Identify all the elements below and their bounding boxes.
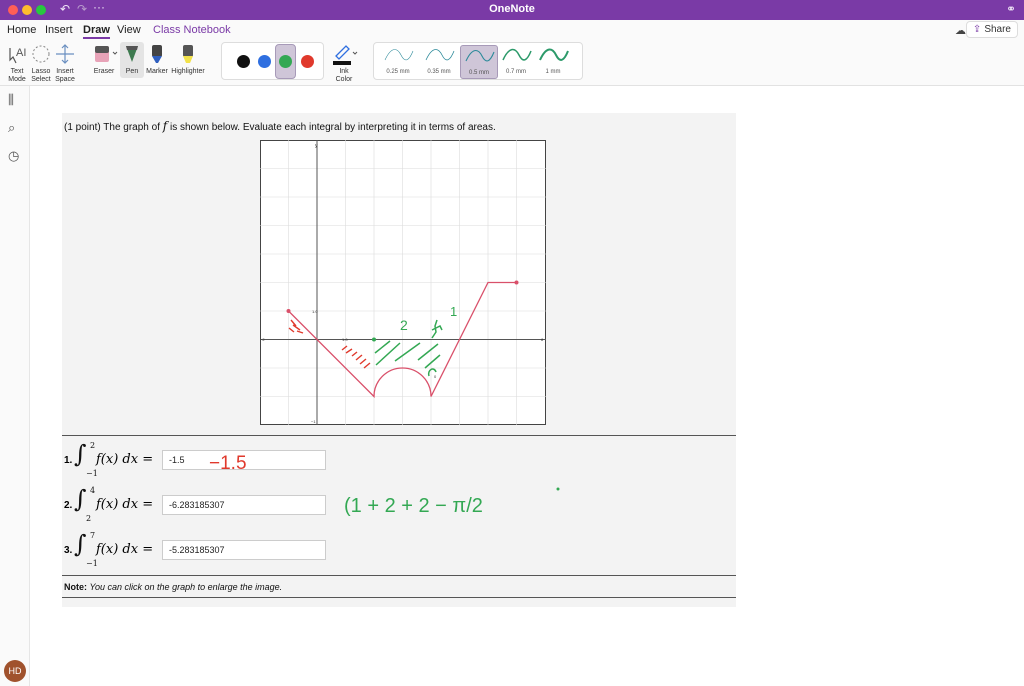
problem-block <box>62 113 736 607</box>
integrand: f(x) dx = <box>96 497 154 512</box>
highlighter-button[interactable] <box>170 42 206 76</box>
notebooks-icon[interactable]: ⫼ <box>8 92 14 107</box>
stroke-preview-icon <box>379 45 417 67</box>
note-label: Note: <box>64 582 87 592</box>
color-blue[interactable] <box>258 55 271 68</box>
tick-label-x-left: −2 <box>260 337 265 342</box>
handwritten-one: 1 <box>450 304 458 319</box>
divider-bottom <box>62 597 736 598</box>
share-button[interactable] <box>966 21 1018 38</box>
color-green[interactable] <box>279 55 292 68</box>
handwritten-expression-text: (1 + 2 + 2 − π/2 <box>344 495 483 517</box>
note <box>64 582 282 592</box>
pen-label: Pen <box>125 68 139 75</box>
insert-space-icon <box>54 42 76 66</box>
stroke-preview-icon <box>497 45 535 67</box>
tab-class-notebook[interactable]: Class Notebook <box>153 24 231 36</box>
marker-button[interactable] <box>146 42 168 76</box>
green-ink-dot <box>372 338 376 342</box>
text-mode-label-2: Mode <box>8 76 26 83</box>
problem-points: (1 point) The graph of <box>64 122 160 133</box>
answer-input-3[interactable] <box>162 540 326 560</box>
tick-label-zero: 0 <box>434 374 437 379</box>
tab-draw[interactable]: Draw <box>83 24 110 36</box>
upper-limit: 2 <box>90 441 96 450</box>
pen-icon <box>120 42 144 66</box>
insert-space-label-1: Insert <box>56 68 74 75</box>
share-link-icon[interactable]: ⚭ <box>1006 2 1017 16</box>
recent-icon[interactable]: ◷ <box>8 148 20 163</box>
question-1 <box>64 440 334 478</box>
draw-ribbon <box>0 40 1024 86</box>
upper-limit: 4 <box>90 486 96 495</box>
lasso-label-1: Lasso <box>31 68 51 75</box>
lasso-select-button[interactable] <box>30 42 52 84</box>
integral-sign-icon: ∫ <box>74 485 87 513</box>
curve-endpoint-start <box>287 309 291 313</box>
eraser-label: Eraser <box>93 68 115 75</box>
upper-limit: 7 <box>90 531 96 540</box>
thickness-label: 0.5 mm <box>468 70 489 76</box>
integrand: f(x) dx = <box>96 452 154 467</box>
thickness-0-7[interactable] <box>497 45 535 79</box>
undo-icon[interactable]: ↶ <box>60 2 71 16</box>
svg-text:AI: AI <box>16 47 27 59</box>
left-sidebar <box>0 86 30 686</box>
avatar[interactable]: HD <box>4 660 26 682</box>
ellipsis-icon[interactable]: ··· <box>93 0 105 14</box>
stroke-preview-icon <box>461 46 497 68</box>
tab-view[interactable]: View <box>117 24 141 36</box>
tick-label-y-neg1: −1 <box>311 419 316 424</box>
pen-button[interactable] <box>120 42 144 78</box>
ink-color-label-1: Ink <box>339 68 349 75</box>
text-mode-label-1: Text <box>10 68 24 75</box>
sync-status-icon[interactable]: ☁ <box>955 25 966 37</box>
thickness-label: 1 mm <box>545 69 561 75</box>
function-graph[interactable] <box>260 140 546 425</box>
thickness-label: 0.35 mm <box>427 69 451 75</box>
tab-insert[interactable]: Insert <box>45 24 73 36</box>
insert-space-button[interactable] <box>54 42 76 84</box>
thickness-0-5[interactable] <box>460 45 498 79</box>
problem-statement <box>64 119 496 133</box>
menu-bar <box>0 20 1024 40</box>
color-palette <box>221 42 324 80</box>
search-icon[interactable]: ⌕ <box>8 120 16 135</box>
note-text[interactable]: You can click on the graph to enlarge the image. <box>89 582 283 592</box>
lasso-icon <box>30 42 52 66</box>
thickness-0-25[interactable] <box>379 45 417 79</box>
ink-color-icon <box>330 42 358 66</box>
divider-middle <box>62 575 736 576</box>
insert-space-label-2: Space <box>55 76 75 83</box>
problem-instructions: is shown below. Evaluate each integral by interpreting it in terms of areas. <box>170 122 496 133</box>
marker-label: Marker <box>146 68 168 75</box>
thickness-palette <box>373 42 583 80</box>
redo-icon[interactable]: ↷ <box>77 2 88 16</box>
function-name: f <box>162 119 168 133</box>
curve-endpoint-end <box>515 281 519 285</box>
share-label: Share <box>984 24 1011 35</box>
question-3 <box>64 530 334 568</box>
handwritten-answer-1-text: −1.5 <box>209 453 247 474</box>
answer-input-1[interactable] <box>162 450 326 470</box>
ink-color-button[interactable] <box>330 42 358 84</box>
tick-label-x-1: 1.0 <box>342 337 348 342</box>
tick-label-y-1: 1.0 <box>312 309 318 314</box>
thickness-1[interactable] <box>534 45 572 79</box>
highlighter-label: Highlighter <box>171 68 205 75</box>
text-mode-button[interactable] <box>6 42 28 84</box>
color-black[interactable] <box>237 55 250 68</box>
tick-label-x-right: 8 <box>541 337 544 342</box>
ink-color-label-2: Color <box>335 76 353 83</box>
integrand: f(x) dx = <box>96 542 154 557</box>
thickness-label: 0.25 mm <box>386 69 410 75</box>
stroke-preview-icon <box>534 45 572 67</box>
lasso-label-2: Select <box>31 76 51 83</box>
highlighter-icon <box>170 42 206 66</box>
answer-input-2[interactable] <box>162 495 326 515</box>
handwritten-two: 2 <box>400 317 408 333</box>
lower-limit: −1 <box>86 469 98 478</box>
y-axis-label: y <box>315 143 318 149</box>
title-bar <box>0 0 1024 20</box>
stroke-preview-icon <box>420 45 458 67</box>
question-number: 3. <box>64 545 73 556</box>
divider-top <box>62 435 736 436</box>
question-number: 2. <box>64 500 73 511</box>
share-icon: ⇪ <box>972 24 982 35</box>
thickness-label: 0.7 mm <box>505 69 526 75</box>
app-title: OneNote <box>489 3 535 15</box>
integral-sign-icon: ∫ <box>74 530 87 558</box>
text-mode-icon <box>6 42 28 66</box>
question-number: 1. <box>64 455 73 466</box>
thickness-0-35[interactable] <box>420 45 458 79</box>
marker-icon <box>146 42 168 66</box>
lower-limit: −1 <box>86 559 98 568</box>
eraser-button[interactable] <box>90 42 118 76</box>
question-2 <box>64 485 334 523</box>
integral-sign-icon: ∫ <box>74 440 87 468</box>
lower-limit: 2 <box>86 514 92 523</box>
color-red[interactable] <box>301 55 314 68</box>
eraser-icon <box>90 42 118 66</box>
tab-home[interactable]: Home <box>7 24 37 36</box>
